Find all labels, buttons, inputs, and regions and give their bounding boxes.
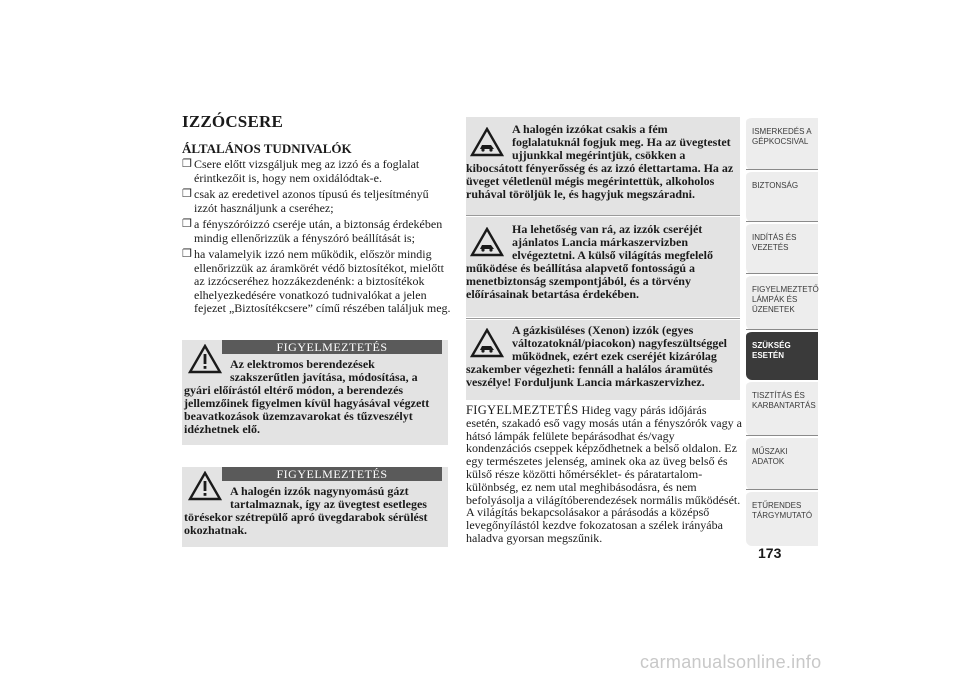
watermark-logo: carmanualsonline.info bbox=[640, 652, 822, 672]
warning-box-halogen bbox=[182, 467, 448, 547]
checkbox-bullet-icon: ❐ bbox=[182, 158, 192, 170]
paragraph-body: Hideg vagy párás időjárás esetén, szakadó eső vagy mosás után a fényszórók vagy a hátsó lámpák felülete bepárásodhat és/vagy kondenzációs cseppek képződhetnek a belső oldalon. Ez egy természetes jelenség, aminek oka az üveg belső és külső része közötti hőmérséklet- és páratartalom-különbség, ez nem utal meghibásodásra, és nem befolyásolja a világítóberendezések normális működését. A világítás bekapcsolásakor a párásodás a középső levegőnyílástól kezdve fokozatosan a szélek irányába haladva gyorsan megszűnik. bbox=[466, 403, 742, 545]
warning-heading: FIGYELMEZTETÉS bbox=[222, 340, 442, 354]
list-item: ❐ Csere előtt vizsgáljuk meg az izzó és a foglalat érintkezőit is, hogy nem oxidálódtak-e. bbox=[182, 157, 420, 185]
list-item: ❐ ha valamelyik izzó nem működik, először mindig ellenőrizzük az áramkörét védő biztosítékot, mielőtt az izzócseréhez hozzákezdenénk: a biztosítékok elhelyezkedésére vonatkozó tudnivalókat a jelen fejezet „Biztosítékcsere” című részében találjuk meg. bbox=[182, 247, 451, 315]
paragraph-lead: FIGYELMEZTETÉS bbox=[466, 403, 579, 417]
tab-figyelmezteto[interactable]: FIGYELMEZTETŐ LÁMPÁK ÉS ÜZENETEK bbox=[746, 274, 818, 330]
note-text: A halogén izzókat csakis a fém foglalatuknál fogjuk meg. Ha az üvegtestet ujjunkkal megérintjük, csökken a kibocsátott fényerősség és az izzó élettartama. Ha az üveget véletlenül mégis megérintettük, alkoholos ruhával töröljük le, és hagyjuk megszáradni. bbox=[466, 122, 734, 201]
note-text: Ha lehetőség van rá, az izzók cseréjét ajánlatos Lancia márkaszervizben elvégeztetni. A külső világítás megfelelő működése és beállítása alapvető fontosságú a menetbiztonság szempontjából, és a törvény előírásainak betartása érdekében. bbox=[466, 222, 713, 301]
page-number: 173 bbox=[758, 545, 782, 561]
checkbox-bullet-icon: ❐ bbox=[182, 188, 192, 200]
chapter-tabs bbox=[746, 116, 818, 546]
checkbox-bullet-icon: ❐ bbox=[182, 248, 192, 260]
divider bbox=[466, 215, 740, 216]
condensation-paragraph bbox=[466, 404, 742, 545]
note-box-service bbox=[466, 217, 740, 317]
tab-muszaki-adatok[interactable]: MŰSZAKI ADATOK bbox=[746, 436, 818, 490]
subsection-title: ÁLTALÁNOS TUDNIVALÓK bbox=[182, 141, 352, 156]
section-title: IZZÓCSERE bbox=[182, 112, 284, 131]
warning-triangle-icon bbox=[188, 471, 222, 501]
tab-tisztitas[interactable]: TISZTÍTÁS ÉS KARBANTARTÁS bbox=[746, 380, 818, 436]
warning-triangle-icon bbox=[188, 344, 222, 374]
warning-box-electrical bbox=[182, 340, 448, 445]
warning-text: Az elektromos berendezések szakszerűtlen javítása, módosítása, a gyári előírástól eltérő módon, a berendezés jellemzőinek figyelmen kívül hagyásával végzett beavatkozások üzemzavarokat és tűzveszélyt idézhetnek elő. bbox=[184, 357, 430, 436]
car-caution-icon bbox=[470, 127, 504, 157]
tab-inditas[interactable]: INDÍTÁS ÉS VEZETÉS bbox=[746, 222, 818, 274]
note-box-xenon bbox=[466, 320, 740, 400]
bullet-list bbox=[182, 158, 452, 319]
tab-targymutato[interactable]: ETŰRENDES TÁRGYMUTATÓ bbox=[746, 490, 818, 546]
car-caution-icon bbox=[470, 328, 504, 358]
list-item: ❐ a fényszóróizzó cseréje után, a biztonság érdekében mindig ellenőrizzük a fényszóró beállítását is; bbox=[182, 217, 443, 245]
tab-ismerkedes[interactable]: ISMERKEDÉS A GÉPKOCSIVAL bbox=[746, 116, 818, 170]
tab-biztonsag[interactable]: BIZTONSÁG bbox=[746, 170, 818, 222]
tab-szukseg-eseten[interactable]: SZÜKSÉG ESETÉN bbox=[746, 330, 818, 380]
car-caution-icon bbox=[470, 227, 504, 257]
warning-heading: FIGYELMEZTETÉS bbox=[222, 467, 442, 481]
note-box-halogen-handling bbox=[466, 117, 740, 215]
list-item: ❐ csak az eredetivel azonos típusú és teljesítményű izzót használjunk a cseréhez; bbox=[182, 187, 429, 215]
warning-text: A halogén izzók nagynyomású gázt tartalmaznak, így az üvegtest esetleges törésekor szétrepülő apró üvegdarabok sérülést okozhatnak. bbox=[184, 484, 428, 537]
divider bbox=[466, 318, 740, 319]
note-text: A gázkisüléses (Xenon) izzók (egyes változatoknál/piacokon) nagyfeszültséggel működnek, ezért ezek cseréjét kizárólag szakember végezheti: fennáll a halálos áramütés veszélye! Forduljunk Lancia márkaszervizhez. bbox=[466, 323, 727, 389]
checkbox-bullet-icon: ❐ bbox=[182, 218, 192, 230]
